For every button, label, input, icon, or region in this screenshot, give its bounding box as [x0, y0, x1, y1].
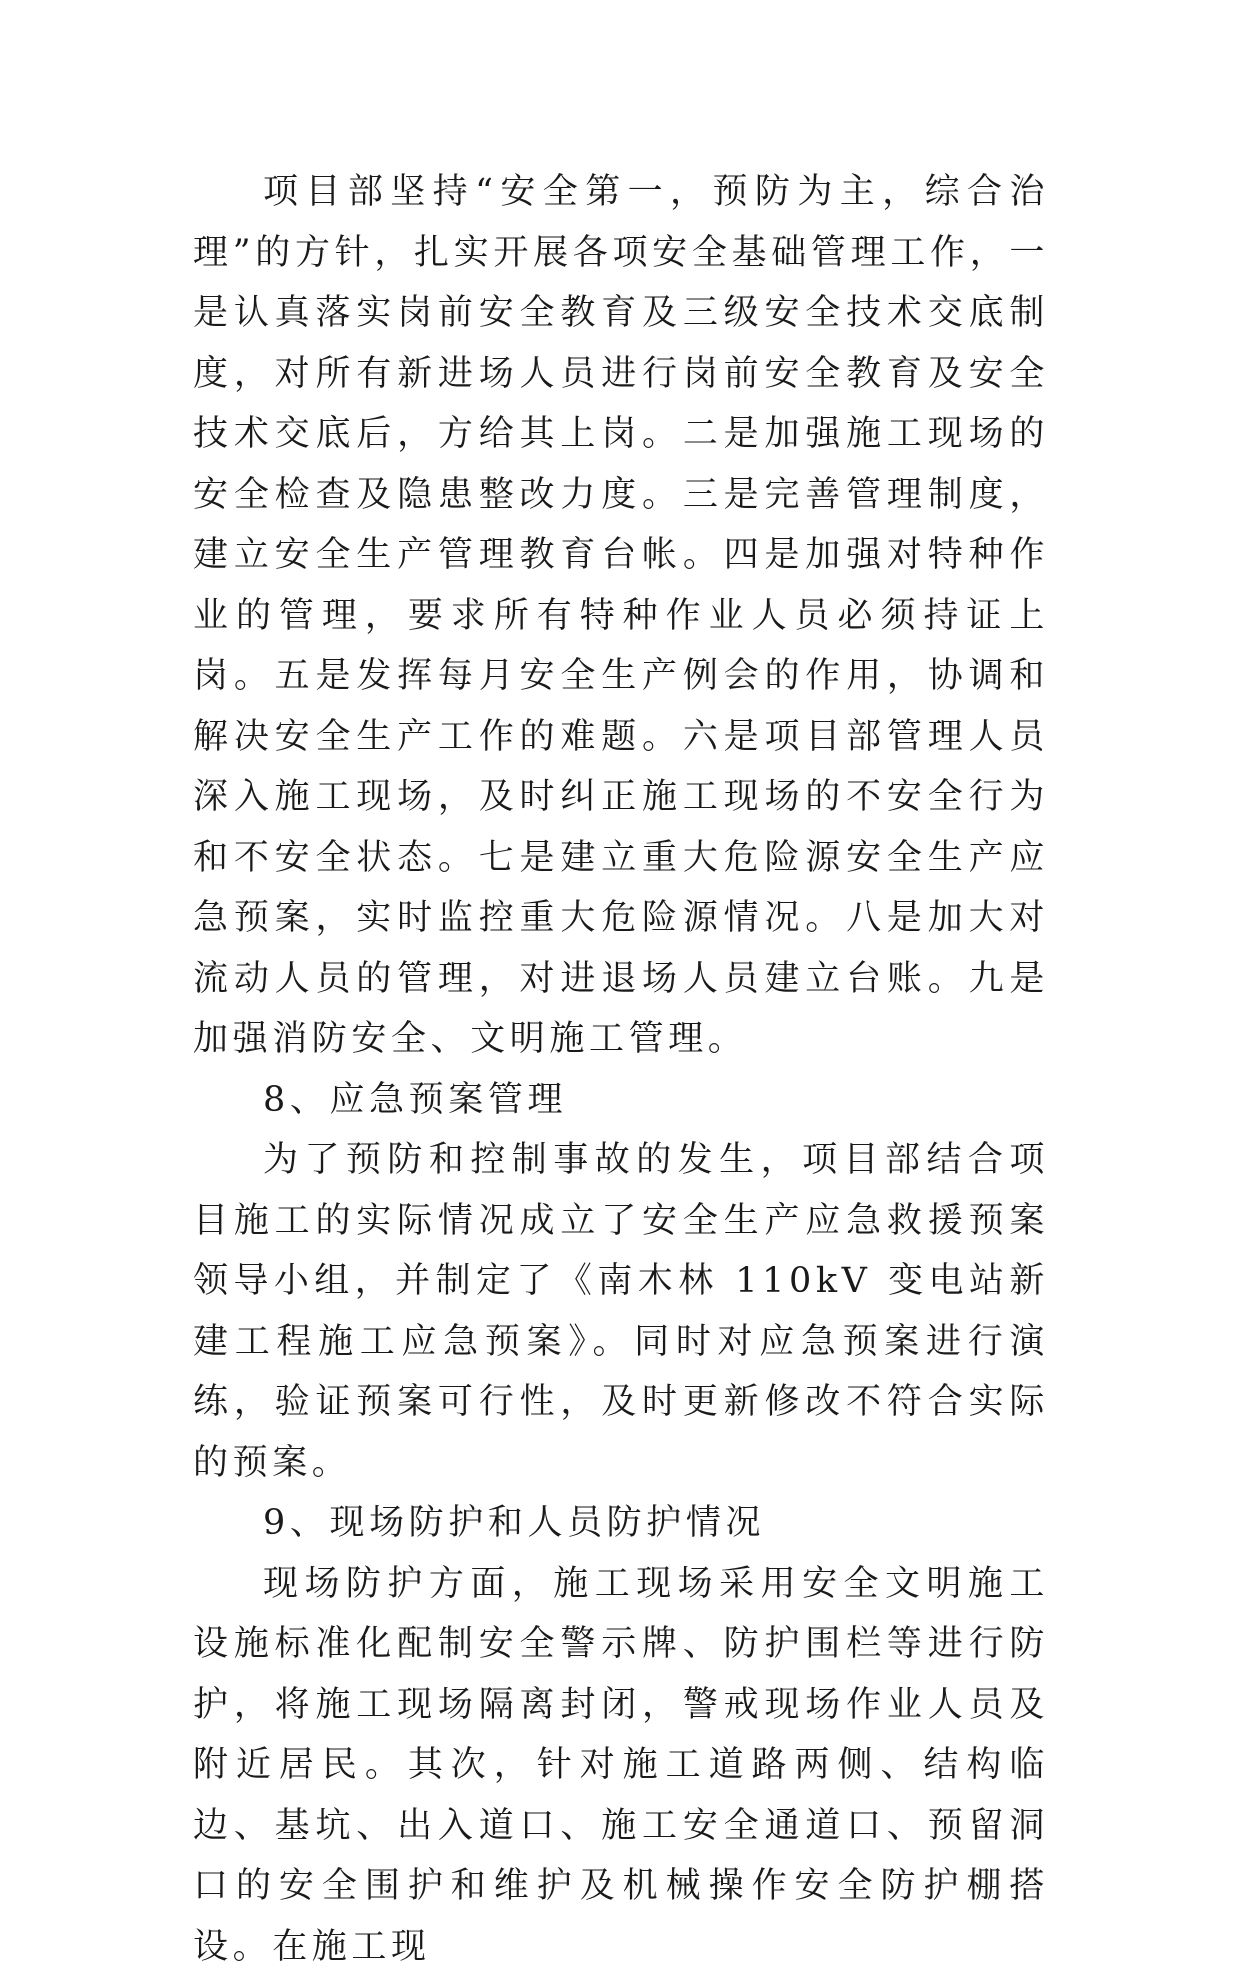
paragraph-emergency-plan: 为了预防和控制事故的发生，项目部结合项目施工的实际情况成立了安全生产应急救援预案领导小组，并制定了《南木林 110kV 变电站新建工程施工应急预案》。同时对应急预案进行演练，验证预案可行性，及时更新修改不符合实际的预案。 [193, 1130, 1049, 1493]
paragraph-safety-management: 项目部坚持“安全第一，预防为主，综合治理”的方针，扎实开展各项安全基础管理工作，一是认真落实岗前安全教育及三级安全技术交底制度，对所有新进场人员进行岗前安全教育及安全技术交底后，方给其上岗。二是加强施工现场的安全检查及隐患整改力度。三是完善管理制度，建立安全生产管理教育台帐。四是加强对特种作业的管理，要求所有特种作业人员必须持证上岗。五是发挥每月安全生产例会的作用，协调和解决安全生产工作的难题。六是项目部管理人员深入施工现场，及时纠正施工现场的不安全行为和不安全状态。七是建立重大危险源安全生产应急预案，实时监控重大危险源情况。八是加大对流动人员的管理，对进退场人员建立台账。九是加强消防安全、文明施工管理。 [193, 162, 1049, 1070]
paragraph-site-protection: 现场防护方面，施工现场采用安全文明施工设施标准化配制安全警示牌、防护围栏等进行防护，将施工现场隔离封闭，警戒现场作业人员及附近居民。其次，针对施工道路两侧、结构临边、基坑、出入道口、施工安全通道口、预留洞口的安全围护和维护及机械操作安全防护棚搭设。在施工现 [193, 1554, 1049, 1977]
section-heading-emergency-plan: 8、应急预案管理 [193, 1070, 1049, 1131]
document-body [193, 162, 1049, 1977]
section-heading-site-protection: 9、现场防护和人员防护情况 [193, 1493, 1049, 1554]
